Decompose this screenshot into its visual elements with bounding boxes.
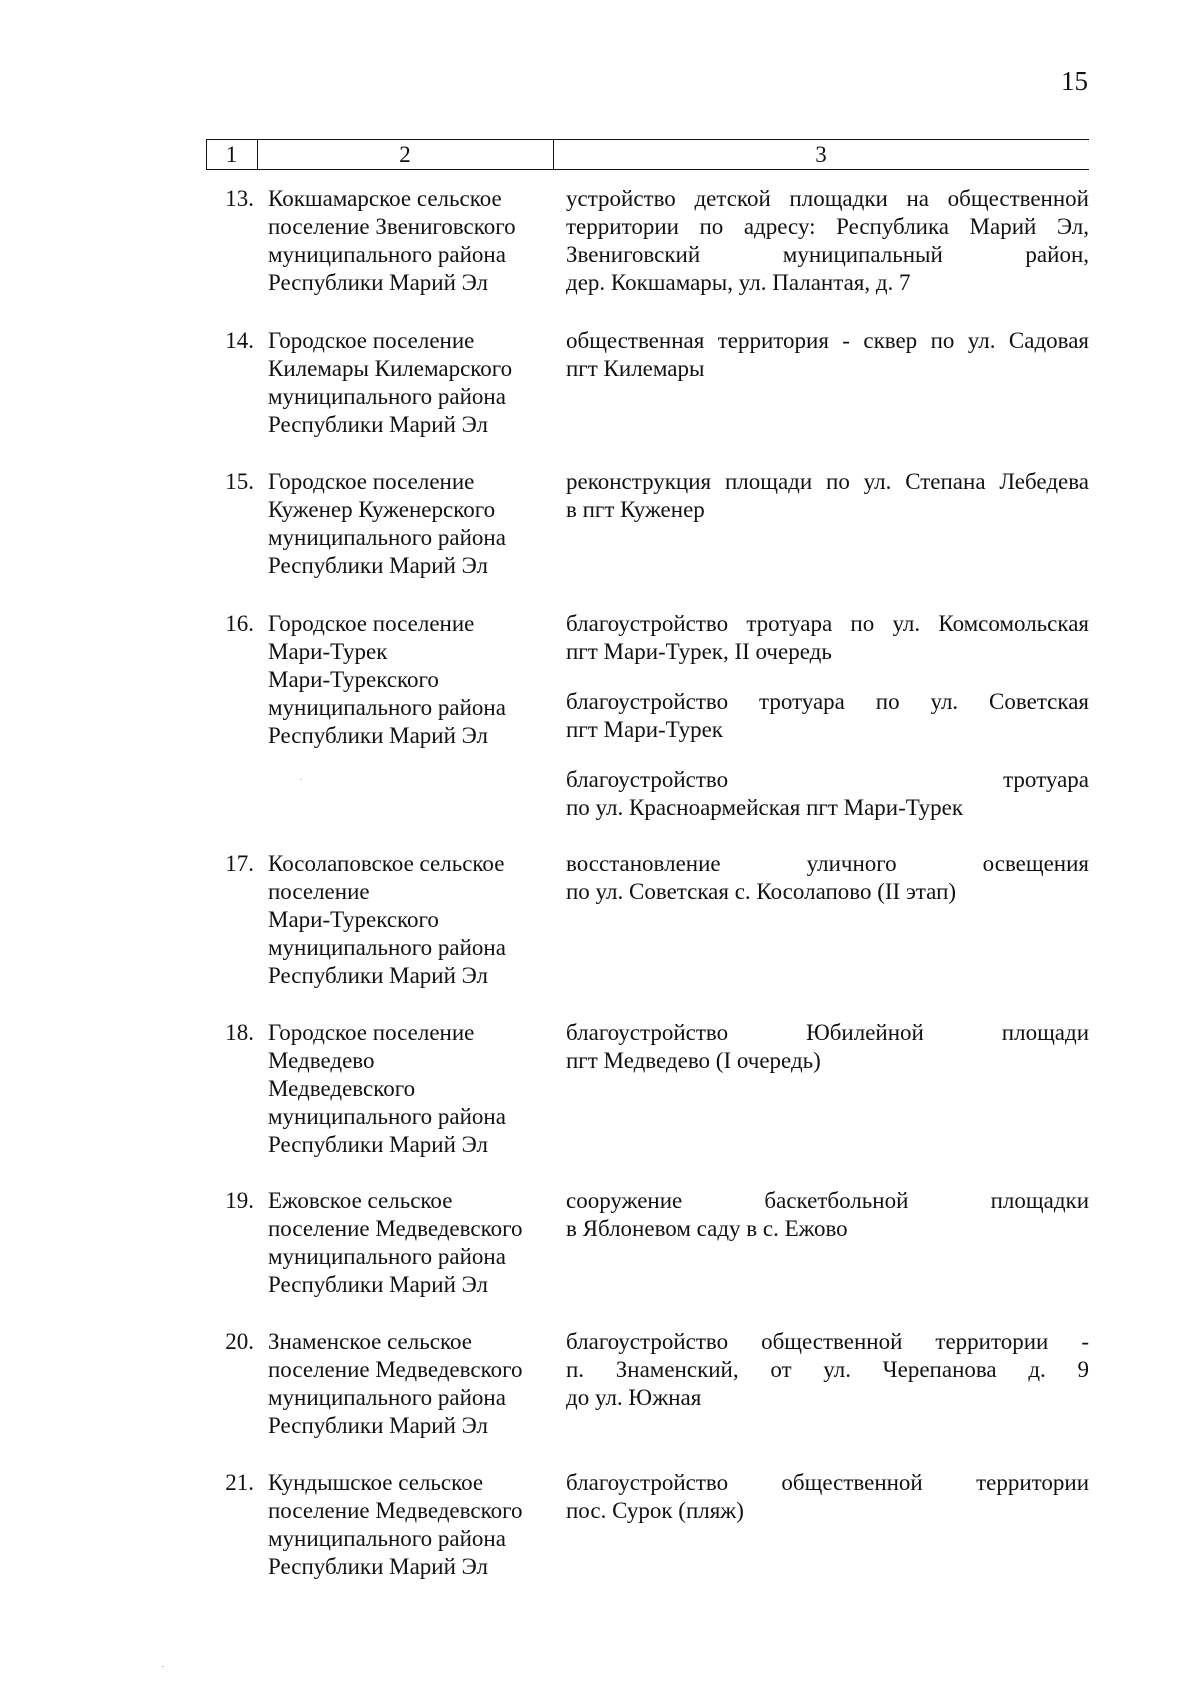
project-item-line: в пгт Куженер: [566, 496, 705, 522]
municipality-name: [268, 610, 558, 750]
row-number: 17.: [225, 851, 254, 876]
project-item-line: благоустройство тротуара по ул. Комсомольская: [566, 611, 1089, 636]
header-col-2: 2: [399, 142, 411, 167]
project-item: [566, 1187, 1089, 1243]
project-description: [566, 850, 1089, 928]
municipality-name-line: Знаменское сельское: [268, 1329, 472, 1354]
municipality-name-line: Республики Марий Эл: [268, 552, 489, 578]
municipality-name-line: Мари-Турекского: [268, 666, 439, 692]
municipality-name-line: Городское поселение: [268, 328, 475, 353]
project-item-line: п. Знаменский, от ул. Черепанова д. 9: [566, 1356, 1089, 1382]
project-item-line: устройство детской площадки на общественной: [566, 186, 1089, 211]
project-item-line: восстановление уличного освещения: [566, 851, 1089, 876]
project-item-line: благоустройство общественной территории -: [566, 1329, 1089, 1354]
project-item: [566, 1469, 1089, 1525]
project-item: [566, 185, 1089, 297]
project-description: [566, 1469, 1089, 1547]
municipality-name: [268, 185, 558, 297]
municipality-name: [268, 1019, 558, 1159]
project-item: [566, 610, 1089, 666]
row-number: 16.: [225, 611, 254, 636]
municipality-name-line: поселение Звениговского: [268, 213, 516, 239]
municipality-name-line: муниципального района: [268, 1384, 506, 1410]
municipality-name-line: поселение Медведевского: [268, 1497, 523, 1523]
project-item-line: пгт Мари-Турек, II очередь: [566, 638, 832, 664]
project-item-line: реконструкция площади по ул. Степана Лебедева: [566, 469, 1089, 494]
project-item: [566, 468, 1089, 524]
municipality-name-line: Республики Марий Эл: [268, 269, 489, 295]
scan-speck: [162, 1666, 164, 1667]
row-number: 20.: [225, 1329, 254, 1354]
project-item-line: пгт Мари-Турек: [566, 716, 723, 742]
project-item-line: благоустройство общественной территории: [566, 1470, 1089, 1495]
project-item: [566, 688, 1089, 744]
project-item: [566, 327, 1089, 383]
header-col-3: 3: [815, 142, 827, 167]
project-item-line: благоустройство Юбилейной площади: [566, 1020, 1089, 1045]
row-number: 18.: [225, 1020, 254, 1045]
municipality-name-line: Городское поселение: [268, 1020, 475, 1045]
table-header: [206, 139, 1089, 171]
municipality-name-line: Республики Марий Эл: [268, 411, 489, 437]
row-number: 15.: [225, 469, 254, 494]
municipality-name-line: Республики Марий Эл: [268, 1412, 489, 1438]
municipality-name-line: Городское поселение: [268, 611, 475, 636]
project-item-line: благоустройство тротуара: [566, 766, 1089, 792]
municipality-name-line: муниципального района: [268, 241, 506, 267]
municipality-name-line: муниципального района: [268, 934, 506, 960]
municipality-name-line: муниципального района: [268, 1103, 506, 1129]
scan-speck: [300, 779, 302, 780]
project-item-line: общественная территория - сквер по ул. Садовая: [566, 328, 1089, 353]
municipality-name-line: Куженер Куженерского: [268, 496, 496, 522]
municipality-name-line: муниципального района: [268, 1525, 506, 1551]
row-number: 19.: [225, 1188, 254, 1213]
project-item-line: в Яблоневом саду в с. Ежово: [566, 1215, 848, 1241]
municipality-name-line: Республики Марий Эл: [268, 1131, 489, 1157]
project-description: [566, 1187, 1089, 1265]
municipality-name-line: Республики Марий Эл: [268, 722, 489, 748]
project-description: [566, 327, 1089, 405]
municipality-name-line: муниципального района: [268, 383, 506, 409]
municipality-name-line: поселение: [268, 878, 370, 904]
row-number: 14.: [225, 328, 254, 353]
municipality-name-line: поселение Медведевского: [268, 1356, 523, 1382]
municipality-name: [268, 468, 558, 580]
header-bottom-rule: [206, 169, 1089, 170]
project-item-line: пос. Сурок (пляж): [566, 1497, 744, 1523]
municipality-name: [268, 1328, 558, 1440]
municipality-name-line: Республики Марий Эл: [268, 962, 489, 988]
project-item-line: дер. Кокшамары, ул. Палантая, д. 7: [566, 269, 911, 295]
municipality-name-line: Республики Марий Эл: [268, 1553, 489, 1579]
project-item: [566, 766, 1089, 822]
project-item: [566, 850, 1089, 906]
municipality-name-line: Медведево: [268, 1047, 375, 1073]
header-top-rule: [206, 139, 1089, 140]
municipality-name-line: Кундышское сельское: [268, 1470, 484, 1495]
municipality-name: [268, 1469, 558, 1581]
municipality-name-line: муниципального района: [268, 1243, 506, 1269]
municipality-name: [268, 1187, 558, 1299]
project-item-line: до ул. Южная: [566, 1384, 702, 1410]
project-item-line: благоустройство тротуара по ул. Советская: [566, 688, 1089, 714]
project-item: [566, 1328, 1089, 1412]
project-item: [566, 1019, 1089, 1075]
project-description: [566, 1328, 1089, 1434]
municipality-name-line: Медведевского: [268, 1075, 416, 1101]
project-item-line: по ул. Красноармейская пгт Мари-Турек: [566, 794, 964, 820]
project-item-line: Звениговский муниципальный район,: [566, 241, 1089, 267]
municipality-name-line: Республики Марий Эл: [268, 1271, 489, 1297]
municipality-name: [268, 327, 558, 439]
project-item-line: территории по адресу: Республика Марий Эл,: [566, 213, 1089, 239]
municipality-name: [268, 850, 558, 990]
municipality-name-line: Килемары Килемарского: [268, 355, 513, 381]
municipality-name-line: поселение Медведевского: [268, 1215, 523, 1241]
municipality-name-line: Косолаповское сельское: [268, 851, 505, 876]
project-description: [566, 185, 1089, 319]
project-description: [566, 1019, 1089, 1097]
row-number: 13.: [225, 186, 254, 211]
project-item-line: пгт Килемары: [566, 355, 705, 381]
municipality-name-line: муниципального района: [268, 694, 506, 720]
project-item-line: пгт Медведево (I очередь): [566, 1047, 821, 1073]
municipality-name-line: Городское поселение: [268, 469, 475, 494]
municipality-name-line: муниципального района: [268, 524, 506, 550]
municipality-name-line: Мари-Турек: [268, 638, 388, 664]
municipality-name-line: Мари-Турекского: [268, 906, 439, 932]
header-col-1: 1: [225, 142, 238, 167]
municipality-name-line: Кокшамарское сельское: [268, 186, 502, 211]
page-number: 15: [1061, 66, 1088, 96]
row-number: 21.: [225, 1470, 254, 1495]
project-description: [566, 610, 1089, 843]
municipality-name-line: Ежовское сельское: [268, 1188, 453, 1213]
project-item-line: сооружение баскетбольной площадки: [566, 1188, 1089, 1213]
project-item-line: по ул. Советская с. Косолапово (II этап): [566, 878, 957, 904]
project-description: [566, 468, 1089, 546]
